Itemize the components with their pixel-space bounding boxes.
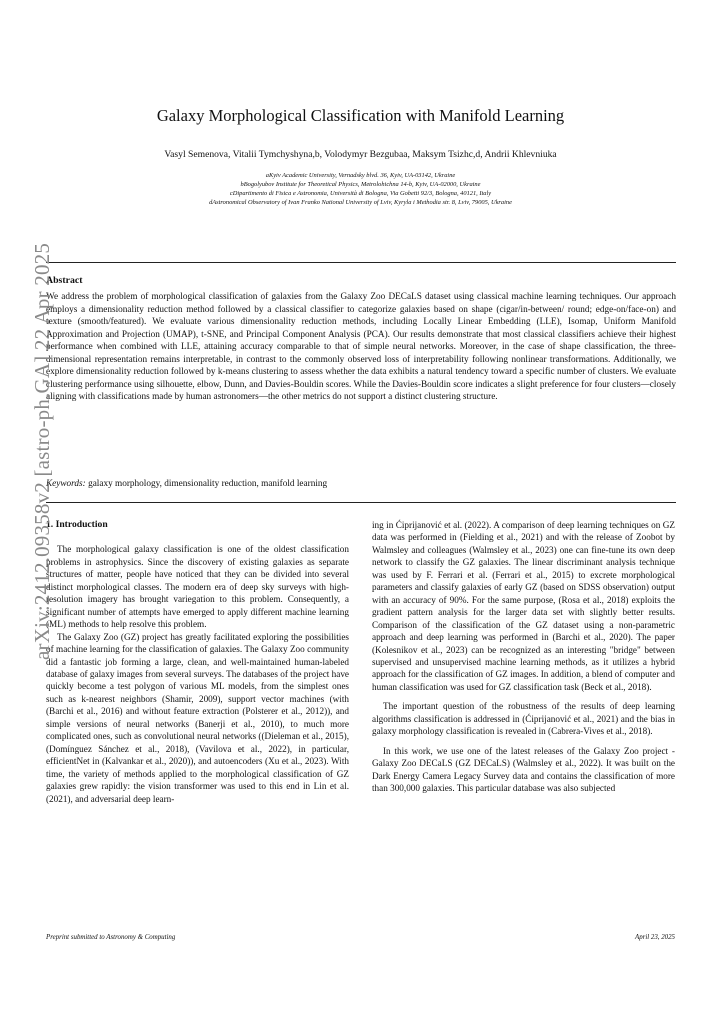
left-column [46, 519, 349, 805]
section-heading: 1. Introduction [46, 519, 108, 530]
affiliation-b: bBogolyubov Institute for Theoretical Physics, Metrolohichna 14-b, Kyiv, UA-02000, Ukraine [240, 181, 481, 188]
abstract-body: We address the problem of morphological classification of galaxies from the Galaxy Zoo DECaLS dataset using classical machine learning techniques. Our approach employs a dimensionality reduction method followed by a classical classifier to categorize galaxies based on shape (cigar/in-between/ round; edge-on/face-on) and texture (smooth/featured). We evaluate various dimensionality reduction methods, including Locally Linear Embedding (LLE), Isomap, Uniform Manifold Approximation and Projection (UMAP), t-SNE, and Principal Component Analysis (PCA). Our results demonstrate that most classical classifiers achieve their highest performance when combined with LLE, attaining accuracy comparable to that of simple neural networks. Moreover, in the case of shape classification, the three-dimensional representation remains interpretable, in contrast to the commonly observed loss of interpretability following nonlinear transformations. Additionally, we explore dimensionality reduction followed by k-means clustering to assess whether the data exhibits a natural tendency toward a specific number of clusters. We evaluate clustering performance using silhouette, elbow, Dunn, and Davies-Bouldin scores. While the Davies-Bouldin score indicates a slight preference for four clusters—closely aligning with classifications made by human astronomers—the other metrics do not support a distinct clustering structure. [46, 292, 676, 403]
author-list: Vasyl Semenova, Vitalii Tymchyshyna,b, Volodymyr Bezgubaa, Maksym Tsizhc,d, Andrii Khlevniuka [164, 149, 557, 160]
abstract-heading: Abstract [46, 275, 83, 286]
keywords-text: galaxy morphology, dimensionality reduction, manifold learning [88, 479, 328, 489]
keywords-line [46, 479, 676, 489]
paragraph: In this work, we use one of the latest releases of the Galaxy Zoo project - Galaxy Zoo DECaLS (GZ DECaLS) (Walmsley et al., 2022). It was built on the Dark Energy Camera Legacy Survey data and contains the classification of more than 300,000 galaxies. This particular database was also subjected [372, 745, 675, 794]
paragraph: ing in Ćiprijanović et al. (2022). A comparison of deep learning techniques on GZ data was performed in (Fielding et al., 2021) and with the release of Zoobot by Walmsley and colleagues (Walmsley et al., 2023) one can fine-tune its own deep network to classify the GZ galaxies. The linear discriminant analysis technique was used by F. Ferrari et al. (Ferrari et al., 2015) to excrete morphological parameters and classify galaxies of early GZ (based on SDSS observation) output with an accuracy of 90%. For the same purpose, (Rosa et al., 2018) exploits the gradient pattern analysis for the larger data set with slightly better results. Comparison of the classification of the GZ dataset using a non-parametric approach and deep learning was performed in (Barchi et al., 2020). The paper (Kolesnikov et al., 2023) can be recognized as an interesting "bridge" between supervised and unsupervised machine learning methods, as it utilizes a hybrid approach for the classification of GZ images. In addition, a blend of computer and human classification was used for GZ classification task (Beck et al., 2018). [372, 520, 675, 692]
affiliation-c: cDipartimento di Fisica e Astronomia, Università di Bologna, Via Gobetti 92/3, Bologna, 40121, Italy [229, 190, 492, 197]
affiliation-a: aKyiv Academic University, Vernadsky blvd. 36, Kyiv, UA-03142, Ukraine [265, 172, 456, 179]
footer-journal: Preprint submitted to Astronomy & Computing [46, 934, 176, 941]
arxiv-stamp: arXiv:2412.09358v2 [astro-ph.GA] 22 Apr 2025 [30, 242, 54, 660]
right-column [372, 519, 675, 795]
paragraph: The important question of the robustness of the results of deep learning algorithms classification is addressed in (Ćiprijanović et al., 2021) and the bias in galaxy morphology classification is revealed in (Cabrera-Vives et al., 2018). [372, 701, 675, 737]
footer-date: April 23, 2025 [634, 934, 675, 941]
paper-title: Galaxy Morphological Classification with Manifold Learning [156, 106, 565, 125]
keywords-label: Keywords: [46, 479, 86, 489]
bottom-rule [46, 502, 676, 503]
paragraph: The morphological galaxy classification is one of the oldest classification problems in astrophysics. Since the discovery of existing galaxies as separate structures of matter, people have noticed that they can be divided into several distinct morphological classes. The modern era of deep sky surveys with high-resolution imagery has brought variegation to this problem. Consequently, a significant number of attempts have emerged to apply different machine learning (ML) methods to help resolve this problem. [46, 544, 349, 630]
paragraph: The Galaxy Zoo (GZ) project has greatly facilitated exploring the possibilities of machine learning for the classification of galaxies. The Galaxy Zoo community did a fantastic job forming a large, clean, and well-maintained human-labeled database of galaxy images from several surveys. The databases of the project have quickly become a test polygon of various ML models, from the simplest ones such as k-nearest neighbors (Shamir, 2009), support vector machines (with (Barchi et al., 2016) and without feature extraction (Polsterer et al., 2012)), and simple versions of neural networks (Banerji et al., 2010), to much more complicated ones, such as convolutional neural networks ((Dieleman et al., 2015), (Domínguez Sánchez et al., 2018), (Vavilova et al., 2022), in particular, efficientNet in (Kalvankar et al., 2020)), and autoencoders (Xu et al., 2023). With time, the variety of methods applied to the morphological classification of GZ galaxies grew rapidly: the vision transformer was used to this end in Lin et al. (2021), and adversarial deep learn- [46, 631, 349, 804]
top-rule [46, 262, 676, 263]
affiliation-d: dAstronomical Observatory of Ivan Franko National University of Lviv, Kyryla i Methodia str. 8, Lviv, 79005, Ukraine [209, 199, 512, 206]
